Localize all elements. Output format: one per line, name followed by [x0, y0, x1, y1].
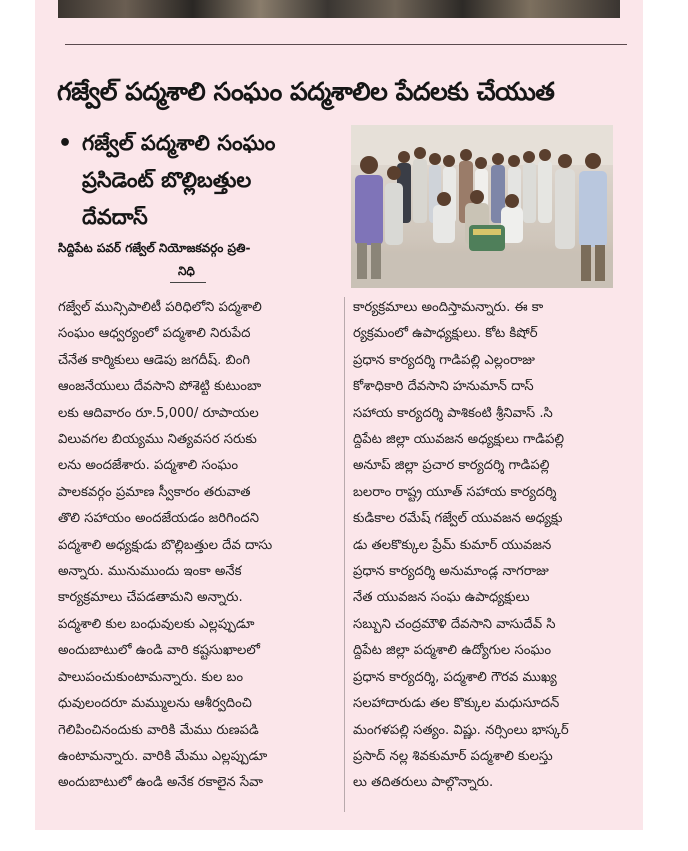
body-line: సబ్బుని చంద్రమౌళి దేవసాని వాసుదేవ్ సి	[353, 616, 556, 632]
body-line: నేత యువజన సంఘ ఉపాధ్యక్షులు	[353, 590, 530, 606]
body-line: ఆంజనేయులు దేవసాని పోశెట్టి కుటుంబా	[58, 379, 262, 395]
body-line: కుడికాల రమేష్ గజ్వేల్ యువజన అధ్యక్షు	[353, 511, 563, 527]
body-line: అందుబాటులో ఉండి అనేక రకాలైన సేవా	[58, 775, 263, 791]
column-divider	[344, 297, 345, 812]
body-line: పద్మశాలి కుల బంధువులకు ఎల్లప్పుడూ	[58, 616, 255, 632]
body-line: సహాయ కార్యదర్శి పాశికంటి శ్రీనివాస్ .సి	[353, 405, 553, 421]
body-line: చేనేత కార్మికులు ఆడెపు జగదీష్. బింగి	[58, 352, 251, 368]
body-line: విలువగల బియ్యము నిత్యవసర సరుకు	[58, 432, 257, 448]
body-line: కార్యక్రమాలు చేపడతామని అన్నారు.	[58, 590, 243, 606]
body-line: గజ్వేల్ మున్సిపాలిటీ పరిధిలోని పద్మశాలి	[58, 300, 262, 315]
body-line: గెలిపించినందుకు వారికి మేము రుణపడి	[58, 722, 259, 738]
body-line: తొలి సహాయం అందజేయడం జరిగిందని	[58, 511, 259, 527]
body-line: కార్యక్రమాలు అందిస్తామన్నారు. ఈ కా	[353, 300, 544, 315]
dateline-divider	[170, 282, 206, 283]
body-line: లు తదితరులు పాల్గొన్నారు.	[353, 775, 494, 791]
subheadline-line: గజ్వేల్ పద్మశాలి సంఘం	[82, 131, 276, 155]
article-body-right-column	[353, 295, 619, 797]
group-photo-illustration	[351, 125, 613, 288]
article-body-left-column	[58, 295, 336, 797]
body-line: ర్యక్రమంలో ఉపాధ్యక్షులు. కోట కిషోర్	[353, 326, 538, 342]
previous-article-photo-strip	[58, 0, 620, 18]
body-line: అన్నారు. మునుముందు ఇంకా అనేక	[58, 564, 242, 580]
body-line: అనూప్ జిల్లా ప్రచార కార్యదర్శి గాడిపల్లి	[353, 458, 550, 474]
subheadline-line: ప్రసిడెంట్ బొల్లిబత్తుల	[82, 168, 252, 192]
body-line: డు తలకొక్కుల ప్రేమ్ కుమార్ యువజన	[353, 537, 552, 553]
body-line: పాలకవర్గం ప్రమాణ స్వీకారం తరువాత	[58, 484, 251, 500]
body-line: ప్రధాన కార్యదర్శి అనుమాండ్ల నాగరాజు	[353, 564, 549, 580]
subheadline-bullet: •	[58, 131, 73, 156]
body-line: సలహాదారుడు తల కొక్కుల మధుసూదన్	[353, 696, 560, 712]
body-line: మంగళపల్లి సత్యం. విష్ణు. నర్సింలు భాస్కర్	[353, 722, 569, 738]
dateline-line: సిద్దిపేట పవర్ గజ్వేల్ నియోజకవర్గం ప్రతి-	[58, 241, 251, 255]
body-line: ప్రసాద్ నల్ల శివకుమార్ పద్మశాలి కులస్తు	[353, 748, 553, 764]
header-divider	[65, 44, 627, 45]
body-line: అందుబాటులో ఉండి వారి కష్టసుఖాలలో	[58, 643, 260, 659]
dateline	[58, 237, 340, 283]
dateline-line: నిధి	[178, 264, 195, 278]
body-line: బలరాం రాష్ట్ర యూత్ సహాయ కార్యదర్శి	[353, 484, 557, 500]
body-line: సంఘం ఆధ్వర్యంలో పద్మశాలి నిరుపేద	[58, 326, 251, 342]
body-line: లను అందజేశారు. పద్మశాలి సంఘం	[58, 458, 239, 474]
body-line: ప్రధాన కార్యదర్శి, పద్మశాలి గౌరవ ముఖ్య	[353, 669, 557, 685]
article-headline: గజ్వేల్ పద్మశాలి సంఘం పద్మశాలిల పేదలకు చేయుత	[57, 77, 555, 106]
body-line: పాలుపంచుకుంటామన్నారు. కుల బం	[58, 669, 244, 685]
group-photo	[351, 125, 613, 288]
subheadline-line: దేవదాస్	[82, 205, 148, 229]
body-line: ధువులందరూ మమ్ములను ఆశీర్వదించి	[58, 696, 252, 712]
body-line: ప్రధాన కార్యదర్శి గాడిపల్లి ఎల్లంరాజు	[353, 352, 535, 368]
body-line: ద్దిపేట జిల్లా పద్మశాలి ఉద్యోగుల సంఘం	[353, 643, 552, 659]
body-line: ఉంటామన్నారు. వారికి మేము ఎల్లప్పుడూ	[58, 748, 268, 764]
body-line: లకు ఆదివారం రూ.5,000/ రూపాయల	[58, 405, 259, 421]
article-subheadline	[58, 125, 348, 236]
body-line: పద్మశాలి అధ్యక్షుడు బొల్లిబత్తుల దేవ దాసు	[58, 537, 273, 553]
body-line: ద్దిపేట జిల్లా యువజన అధ్యక్షులు గాడిపల్లి	[353, 432, 564, 448]
body-line: కోశాధికారి దేవసాని హనుమాన్ దాస్	[353, 379, 534, 395]
